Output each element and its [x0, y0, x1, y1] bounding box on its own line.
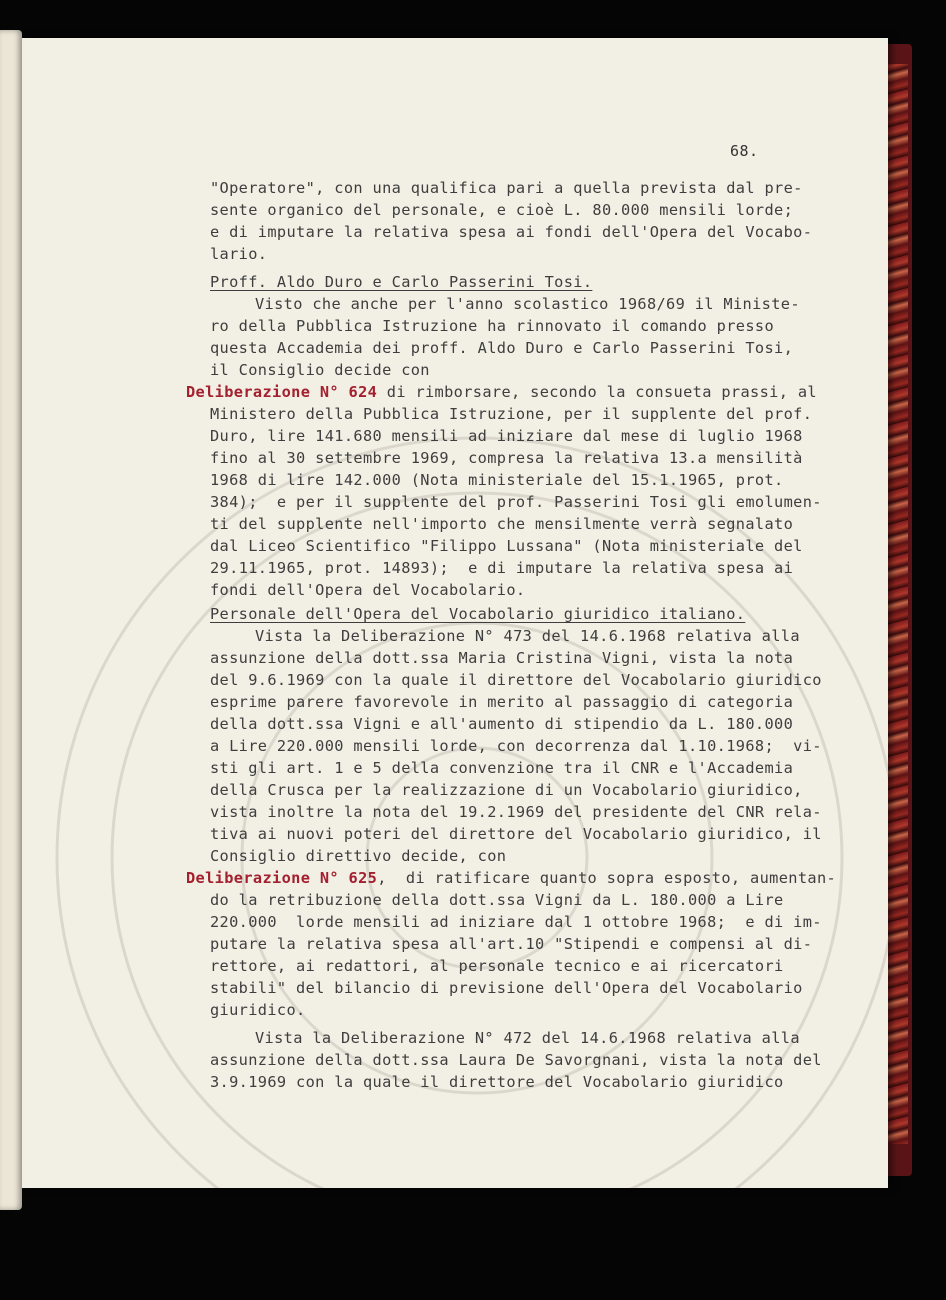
text-segment: ti del supplente nell'importo che mensilmente verrà segnalato — [210, 515, 794, 533]
text-segment: Proff. Aldo Duro e Carlo Passerini Tosi. — [210, 273, 593, 291]
text-line — [210, 890, 784, 910]
text-line — [210, 736, 822, 756]
text-line — [210, 758, 793, 778]
text-segment: il Consiglio decide con — [210, 361, 430, 379]
text-segment: dal Liceo Scientifico "Filippo Lussana" (Nota ministeriale del — [210, 537, 803, 555]
text-line — [210, 360, 430, 380]
text-segment: 220.000 lorde mensili ad iniziare dal 1 ottobre 1968; e di im- — [210, 913, 822, 931]
text-line — [210, 338, 793, 358]
text-line — [210, 714, 793, 734]
text-segment: ro della Pubblica Istruzione ha rinnovato il comando presso — [210, 317, 775, 335]
text-line — [210, 514, 793, 534]
text-line — [210, 956, 784, 976]
text-segment: 3.9.1969 con la quale il direttore del Vocabolario giuridico — [210, 1073, 784, 1091]
text-line — [210, 780, 803, 800]
text-line — [210, 222, 812, 242]
text-line — [210, 1050, 822, 1070]
text-line — [210, 404, 812, 424]
text-segment: Visto che anche per l'anno scolastico 1968/69 il Ministe- — [255, 295, 800, 313]
text-line — [255, 626, 800, 646]
text-segment: Ministero della Pubblica Istruzione, per il supplente del prof. — [210, 405, 813, 423]
text-segment: Consiglio direttivo decide, con — [210, 847, 507, 865]
text-segment: esprime parere favorevole in merito al passaggio di categoria — [210, 693, 794, 711]
text-segment: del 9.6.1969 con la quale il direttore del Vocabolario giuridico — [210, 671, 822, 689]
text-line — [210, 1072, 784, 1092]
text-segment: fondi dell'Opera del Vocabolario. — [210, 581, 526, 599]
text-line — [210, 580, 525, 600]
text-segment: tiva ai nuovi poteri del direttore del Vocabolario giuridico, il — [210, 825, 822, 843]
text-segment: Personale dell'Opera del Vocabolario giuridico italiano. — [210, 605, 746, 623]
text-segment: assunzione della dott.ssa Laura De Savorgnani, vista la nota del — [210, 1051, 822, 1069]
text-segment: assunzione della dott.ssa Maria Cristina Vigni, vista la nota — [210, 649, 794, 667]
section-heading — [210, 604, 745, 624]
text-segment: sti gli art. 1 e 5 della convenzione tra il CNR e l'Accademia — [210, 759, 794, 777]
text-segment: "Operatore", con una qualifica pari a quella prevista dal pre- — [210, 179, 803, 197]
text-segment: questa Accademia dei proff. Aldo Duro e Carlo Passerini Tosi, — [210, 339, 794, 357]
text-segment: vista inoltre la nota del 19.2.1969 del presidente del CNR rela- — [210, 803, 822, 821]
text-segment: giuridico. — [210, 1001, 306, 1019]
deliberation-number: Deliberazione N° 624 — [186, 383, 378, 401]
text-segment: rettore, ai redattori, al personale tecnico e ai ricercatori — [210, 957, 784, 975]
text-segment: stabili" del bilancio di previsione dell'Opera del Vocabolario — [210, 979, 803, 997]
deliberation-number: Deliberazione N° 625 — [186, 869, 378, 887]
text-line — [210, 536, 803, 556]
text-line — [210, 670, 822, 690]
text-line — [210, 316, 774, 336]
text-line — [186, 382, 817, 402]
text-line — [210, 1000, 306, 1020]
text-line — [186, 868, 836, 888]
text-segment: 29.11.1965, prot. 14893); e di imputare la relativa spesa ai — [210, 559, 794, 577]
text-line — [210, 558, 793, 578]
text-line — [210, 802, 822, 822]
text-line — [210, 648, 793, 668]
text-segment: Duro, lire 141.680 mensili ad iniziare dal mese di luglio 1968 — [210, 427, 803, 445]
text-segment: Vista la Deliberazione N° 473 del 14.6.1968 relativa alla — [255, 627, 800, 645]
document-page — [22, 38, 888, 1188]
text-segment: di rimborsare, secondo la consueta prassi, al — [377, 383, 817, 401]
text-segment: lario. — [210, 245, 268, 263]
text-segment: , di ratificare quanto sopra esposto, aumentan- — [377, 869, 837, 887]
text-line — [210, 470, 784, 490]
text-segment: 384); e per il supplente del prof. Passerini Tosi gli emolumen- — [210, 493, 822, 511]
text-segment: a Lire 220.000 mensili lorde, con decorrenza dal 1.10.1968; vi- — [210, 737, 822, 755]
text-line — [210, 244, 267, 264]
text-line — [210, 824, 822, 844]
text-line — [255, 294, 800, 314]
text-line — [210, 448, 803, 468]
text-line — [210, 912, 822, 932]
text-segment: do la retribuzione della dott.ssa Vigni da L. 180.000 a Lire — [210, 891, 784, 909]
text-segment: fino al 30 settembre 1969, compresa la relativa 13.a mensilità — [210, 449, 803, 467]
text-line — [210, 200, 793, 220]
text-line — [210, 178, 803, 198]
text-segment: Vista la Deliberazione N° 472 del 14.6.1968 relativa alla — [255, 1029, 800, 1047]
text-line — [210, 426, 803, 446]
facing-page-edge — [0, 30, 22, 1210]
text-line — [210, 846, 506, 866]
section-heading — [210, 272, 592, 292]
text-line — [210, 692, 793, 712]
text-segment: della dott.ssa Vigni e all'aumento di stipendio da L. 180.000 — [210, 715, 794, 733]
text-segment: putare la relativa spesa all'art.10 "Stipendi e compensi al di- — [210, 935, 813, 953]
text-segment: e di imputare la relativa spesa ai fondi dell'Opera del Vocabo- — [210, 223, 813, 241]
text-line — [210, 934, 812, 954]
text-line — [210, 978, 803, 998]
text-segment: 1968 di lire 142.000 (Nota ministeriale del 15.1.1965, prot. — [210, 471, 784, 489]
page-number: 68. — [730, 142, 759, 160]
text-line — [210, 492, 822, 512]
text-segment: sente organico del personale, e cioè L. 80.000 mensili lorde; — [210, 201, 794, 219]
text-segment: della Crusca per la realizzazione di un Vocabolario giuridico, — [210, 781, 803, 799]
text-line — [255, 1028, 800, 1048]
